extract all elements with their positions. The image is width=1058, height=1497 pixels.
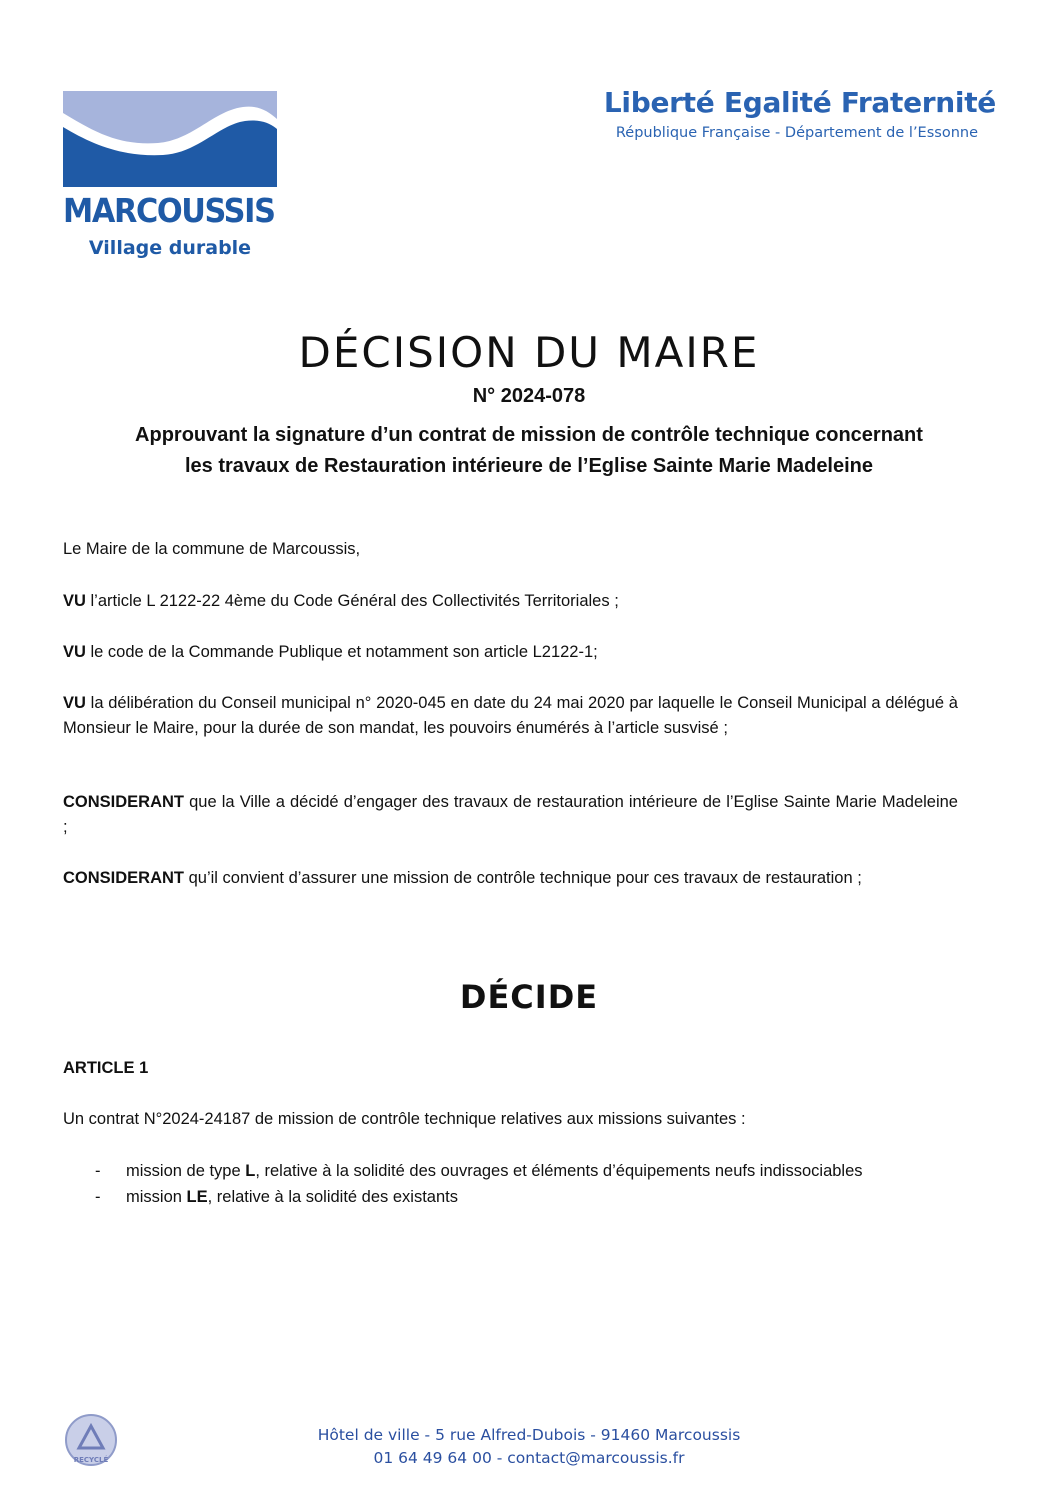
decide-heading: DÉCIDE	[459, 978, 599, 1016]
vu-paragraph-1	[63, 589, 958, 614]
vu-keyword: VU	[63, 643, 86, 661]
bullet-text	[126, 1158, 863, 1184]
republic-subtitle: République Française - Département de l’Essonne	[615, 125, 978, 141]
bullet-pre: mission de type	[126, 1162, 246, 1180]
vu-text: l’article L 2122-22 4ème du Code Général des Collectivités Territoriales ;	[85, 592, 619, 610]
considerant-text: que la Ville a décidé d’engager des travaux de restauration intérieure de l’Eglise Sainte Marie Madeleine ;	[63, 793, 958, 836]
logo-name: MARCOUSSIS	[63, 191, 275, 230]
list-item	[95, 1184, 975, 1210]
bullet-post: , relative à la solidité des existants	[207, 1188, 458, 1206]
bullet-bold: L	[245, 1162, 256, 1180]
bullet-dash: -	[95, 1188, 101, 1206]
intro-paragraph: Le Maire de la commune de Marcoussis,	[63, 540, 361, 558]
vu-paragraph-3	[63, 691, 958, 741]
vu-text: le code de la Commande Publique et notamment son article L2122-1;	[85, 643, 598, 661]
considerant-paragraph-1	[63, 790, 958, 840]
decision-number: N° 2024-078	[472, 385, 586, 407]
subject-line-2: les travaux de Restauration intérieure de l’Eglise Sainte Marie Madeleine	[184, 455, 874, 477]
list-item	[95, 1158, 975, 1184]
vu-keyword: VU	[63, 694, 86, 712]
vu-paragraph-2	[63, 640, 958, 665]
considerant-text: qu’il convient d’assurer une mission de contrôle technique pour ces travaux de restauration ;	[184, 869, 862, 887]
logo-tagline: Village durable	[88, 237, 252, 259]
considerant-paragraph-2	[63, 866, 958, 891]
bullet-text	[126, 1184, 458, 1210]
page-title: DÉCISION DU MAIRE	[298, 328, 760, 377]
footer-contact: 01 64 49 64 00 - contact@marcoussis.fr	[373, 1449, 685, 1467]
bullet-dash: -	[95, 1162, 101, 1180]
vu-text: la délibération du Conseil municipal n° 2020-045 en date du 24 mai 2020 par laquelle le Conseil Municipal a délégué à Monsieur le Maire, pour la durée de son mandat, les pouvoirs énumérés à l’article susvisé ;	[63, 694, 958, 737]
marcoussis-logo	[63, 91, 277, 263]
article-1-text: Un contrat N°2024-24187 de mission de contrôle technique relatives aux missions suivantes :	[63, 1110, 746, 1128]
decision-subject	[60, 420, 998, 482]
svg-text:RECYCLÉ: RECYCLÉ	[73, 1456, 109, 1464]
article-1-heading: ARTICLE 1	[63, 1059, 149, 1077]
bullet-pre: mission	[126, 1188, 187, 1206]
considerant-keyword: CONSIDERANT	[63, 793, 185, 811]
subject-line-1: Approuvant la signature d’un contrat de mission de contrôle technique concernant	[135, 424, 923, 446]
footer	[0, 1424, 1058, 1470]
footer-address: Hôtel de ville - 5 rue Alfred-Dubois - 91460 Marcoussis	[317, 1426, 741, 1444]
bullet-post: , relative à la solidité des ouvrages et éléments d’équipements neufs indissociables	[255, 1162, 863, 1180]
vu-keyword: VU	[63, 592, 86, 610]
republic-motto: Liberté Egalité Fraternité	[603, 86, 996, 119]
missions-list	[95, 1158, 975, 1210]
considerant-keyword: CONSIDERANT	[63, 869, 185, 887]
bullet-bold: LE	[186, 1188, 208, 1206]
wave-logo-icon	[63, 91, 277, 191]
